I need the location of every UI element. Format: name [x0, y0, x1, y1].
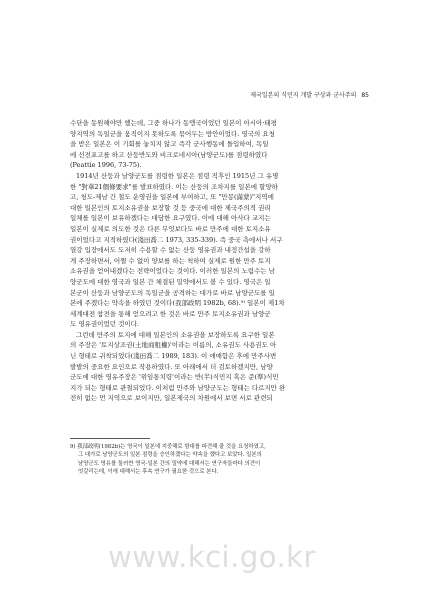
paragraph — [70, 118, 360, 171]
text-line: 1914년 산둥과 남양군도를 점령한 일본은 점령 직후인 1915년 그 유명 — [76, 171, 279, 180]
text-line: 게 주장하면서, 어쩔 수 없이 양보를 하는 척하여 실제로 원한 만주 토지 — [70, 256, 271, 265]
footnote-rule — [70, 438, 150, 439]
text-line: 대한 일본인의 토지소유권을 보장할 것 등 중국에 대한 제국주의적 권리 — [70, 203, 271, 212]
text-line: 지가 되는 형태로 관철되었다. 이처럼 만주와 남양군도는 형태는 다르지만 완 — [70, 383, 286, 392]
text-line: 일본이 실제로 의도한 것은 다른 무엇보다도 바로 만주에 대한 토지소유 — [70, 224, 271, 233]
text-line: 전히 없는 먼 지역으로 보이지만, 일본제국의 차원에서 보면 서로 관련되 — [70, 394, 273, 403]
text-line: 고, 청도-제남 간 철도 운영권을 일본에 부여하고, 또 "만몽(滿蒙)"지역에 — [70, 193, 274, 202]
footnote-line: 남양군도 영유를 둘러싼 영국-일본 간의 밀약에 대해서는 연구자들마다 의견이 — [78, 460, 261, 467]
text-line: 한 "對華21個條要求"를 발표하였다. 이는 산둥의 조차지를 일본에 할양하 — [70, 182, 278, 191]
body-text — [70, 118, 360, 404]
paragraph — [70, 171, 360, 330]
text-line: 양지역의 독일군을 움직이지 못하도록 묶어두는 방안이었다. 영국의 요청 — [70, 129, 275, 138]
text-line: 에 선전포고를 하고 산둥반도와 비크로네시아(남양군도)를 점령하였다 — [70, 150, 268, 159]
text-line: 도 영유권이었던 것이다. — [70, 320, 139, 329]
text-line: 양군도에 대한 영국과 일본 간 체결된 밀약에서도 볼 수 있다. 영국은 일 — [70, 277, 271, 286]
footnote-line: 그 대가로 남양군도의 일본 점령을 승인하겠다는 약속을 했다고 보았다. 일본의 — [78, 452, 262, 459]
text-line: 수단을 동원해야만 했는데, 그중 하나가 동맹국이었던 일본이 아시아·태평 — [70, 119, 277, 127]
text-line: 본에 주겠다는 약속을 하였던 것이다(我部政明 1982b, 68).⁹⁾ 일본이 제1차 — [70, 299, 285, 308]
footnote-line: 엇갈리는데, 이에 대해서는 후속 연구가 필요한 것으로 본다. — [78, 469, 219, 476]
footnote — [70, 443, 360, 477]
text-line: 권이었다고 지적하였다(淺田喬二 1973, 335-339). 즉 중국 측에서나 서구 — [70, 235, 283, 244]
text-line: 을 받은 일본은 이 기회를 놓치지 않고 즉각 군사행동에 돌입하여, 독일 — [70, 140, 269, 149]
text-line: 군도에 대한 영유주장은 '위임통치령'이라는 반(半)식민지 혹은 준(準)식민 — [70, 373, 279, 382]
running-head — [250, 90, 369, 99]
text-line: 닌 형태로 귀착되었다(淺田喬二 1989, 183). 이 애매함은 후에 만주사변 — [70, 352, 277, 361]
text-line: 소유권을 얻어내겠다는 전략이었다는 것이다. 이러한 일본의 노림수는 남 — [70, 267, 275, 276]
text-line: 그런데 만주의 토지에 대해 일본인의 소유권을 보장하도록 요구한 일본 — [76, 330, 275, 339]
watermark: www.kci.go.kr — [108, 540, 316, 574]
paragraph — [70, 330, 360, 404]
footnote-line: 9) 我部政明(1982b)는 영국이 일본에 지중해로 함대를 파견해 줄 것을 요청하였고, — [70, 444, 266, 450]
page-number: 85 — [361, 92, 369, 99]
text-line: 의 주장은 '토지상조권(土地商租權)'이라는 이름의, 소유권도 사용권도 아 — [70, 341, 277, 350]
text-line: 발발의 중요한 요인으로 작용하였다. 또 아래에서 더 검토하겠지만, 남양 — [70, 362, 273, 371]
text-line: 본군이 산둥과 남양군도의 독일군을 공격하는 대가로 바로 남양군도를 일 — [70, 288, 275, 297]
text-line: 세계대전 참전을 통해 얻으려고 한 것은 바로 만주 토지소유권과 남양군 — [70, 309, 271, 318]
text-line: 일체를 일본이 보유하겠다는 대담한 요구였다. 이에 대해 아사다 교지는 — [70, 214, 271, 223]
running-title: 제국일본의 식민지 개발 구상과 군사주의 — [250, 92, 357, 99]
text-line: 열강 입장에서도 도저히 수용할 수 없는 산둥 영유권과 내정간섭을 강하 — [70, 246, 271, 255]
text-line: (Peattie 1996, 73-75). — [70, 161, 142, 170]
